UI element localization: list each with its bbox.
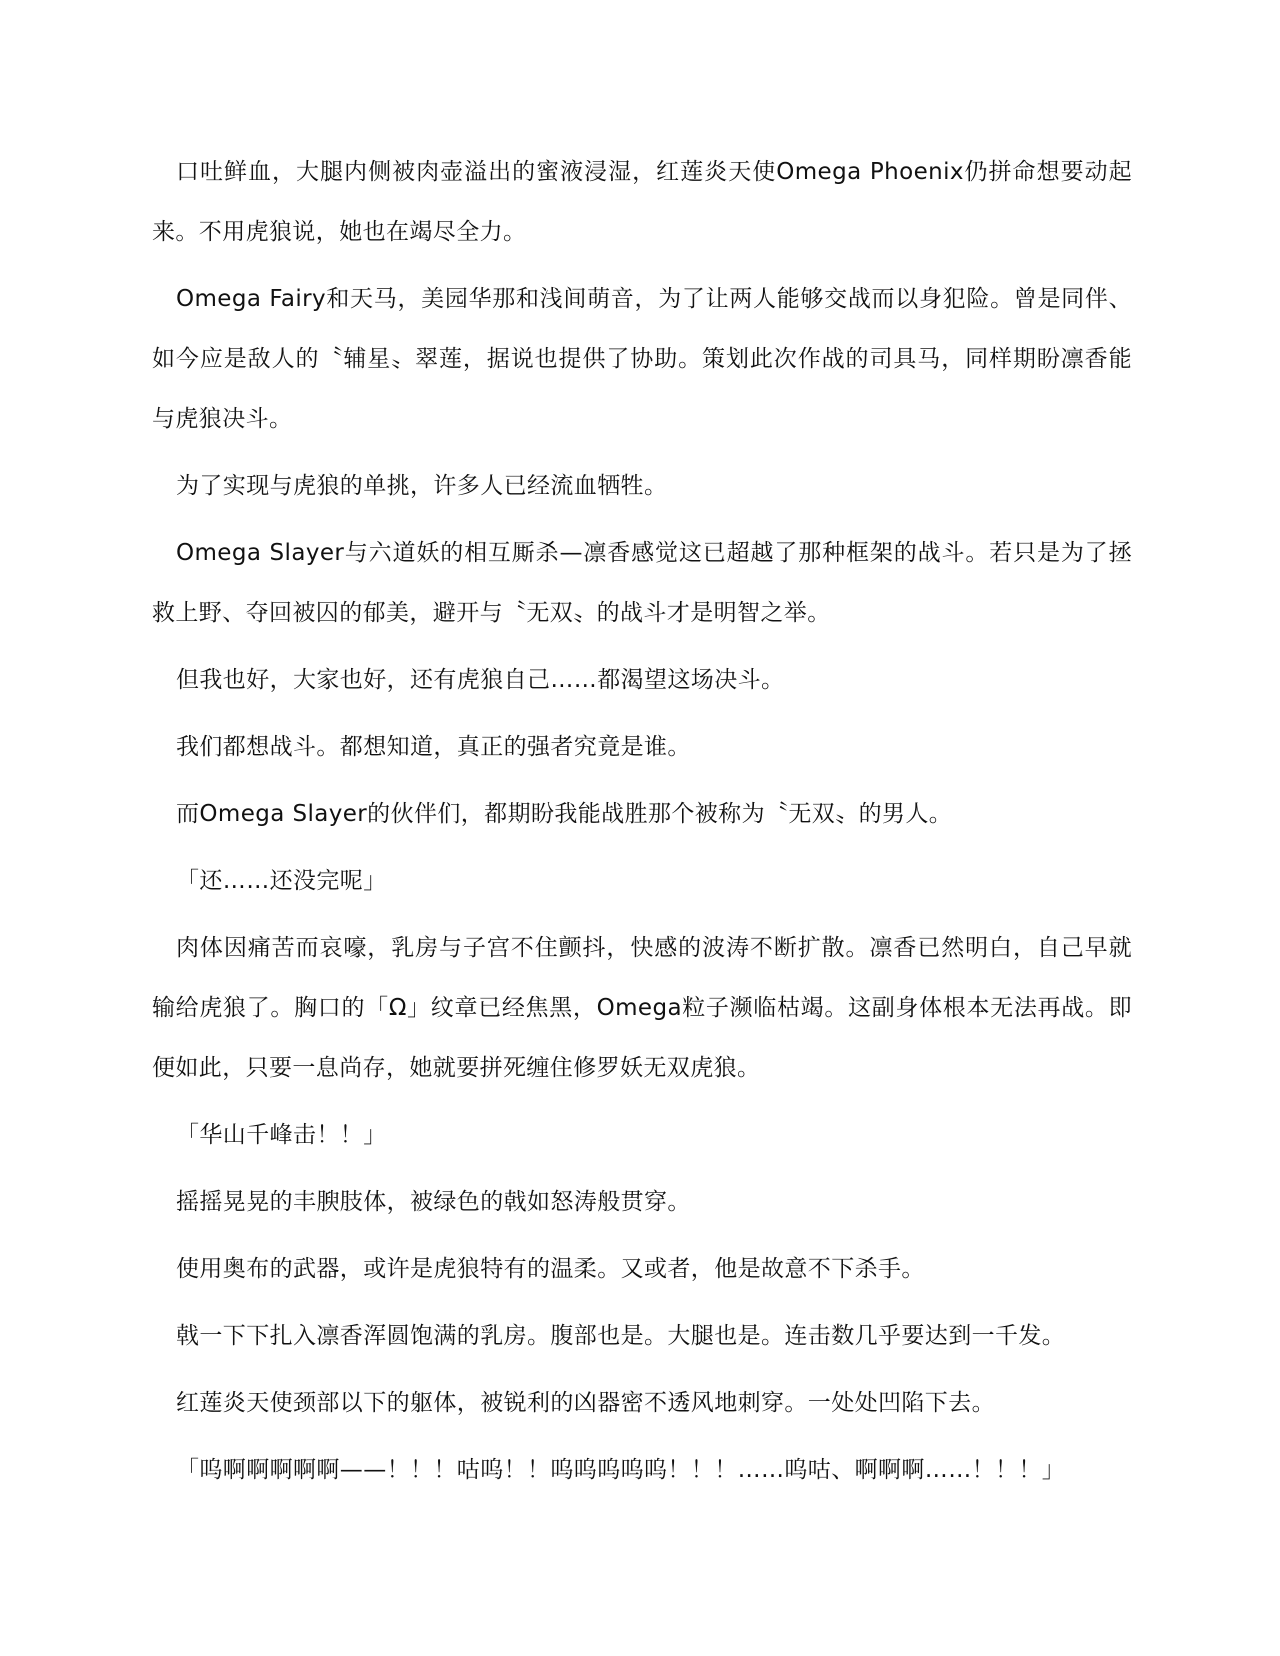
paragraph: 我们都想战斗。都想知道，真正的强者究竟是谁。 [176, 734, 691, 760]
paragraph: Omega Fairy和天马，美园华那和浅间萌音，为了让两人能够交战而以身犯险。曾是同伴、如今应是敌人的〝辅星〟翠莲，据说也提供了协助。策划此次作战的司具马，同样期盼凛香能与虎狼决斗。 [152, 286, 1132, 432]
paragraph: 但我也好，大家也好，还有虎狼自己……都渴望这场决斗。 [176, 667, 785, 693]
paragraph: 摇摇晃晃的丰腴肢体，被绿色的戟如怒涛般贯穿。 [176, 1189, 691, 1215]
dialogue-line: 「华山千峰击！！」 [176, 1122, 387, 1148]
paragraph: 口吐鲜血，大腿内侧被肉壶溢出的蜜液浸湿，红莲炎天使Omega Phoenix仍拼命想要动起来。不用虎狼说，她也在竭尽全力。 [152, 159, 1132, 245]
document-page [152, 142, 1132, 1507]
paragraph: 而Omega Slayer的伙伴们，都期盼我能战胜那个被称为〝无双〟的男人。 [176, 801, 953, 827]
dialogue-line: 「呜啊啊啊啊啊——！！！咕呜！！呜呜呜呜呜！！！……呜咕、啊啊啊……！！！」 [176, 1457, 1066, 1483]
dialogue-line: 「还……还没完呢」 [176, 868, 387, 894]
paragraph: Omega Slayer与六道妖的相互厮杀—凛香感觉这已超越了那种框架的战斗。若只是为了拯救上野、夺回被囚的郁美，避开与〝无双〟的战斗才是明智之举。 [152, 540, 1132, 626]
paragraph: 为了实现与虎狼的单挑，许多人已经流血牺牲。 [176, 473, 668, 499]
paragraph: 戟一下下扎入凛香浑圆饱满的乳房。腹部也是。大腿也是。连击数几乎要达到一千发。 [176, 1323, 1066, 1349]
paragraph: 使用奥布的武器，或许是虎狼特有的温柔。又或者，他是故意不下杀手。 [176, 1256, 925, 1282]
paragraph: 红莲炎天使颈部以下的躯体，被锐利的凶器密不透风地刺穿。一处处凹陷下去。 [176, 1390, 995, 1416]
paragraph: 肉体因痛苦而哀嚎，乳房与子宫不住颤抖，快感的波涛不断扩散。凛香已然明白，自己早就输给虎狼了。胸口的「Ω」纹章已经焦黑，Omega粒子濒临枯竭。这副身体根本无法再战。即便如此，只要一息尚存，她就要拼死缠住修罗妖无双虎狼。 [152, 935, 1132, 1081]
